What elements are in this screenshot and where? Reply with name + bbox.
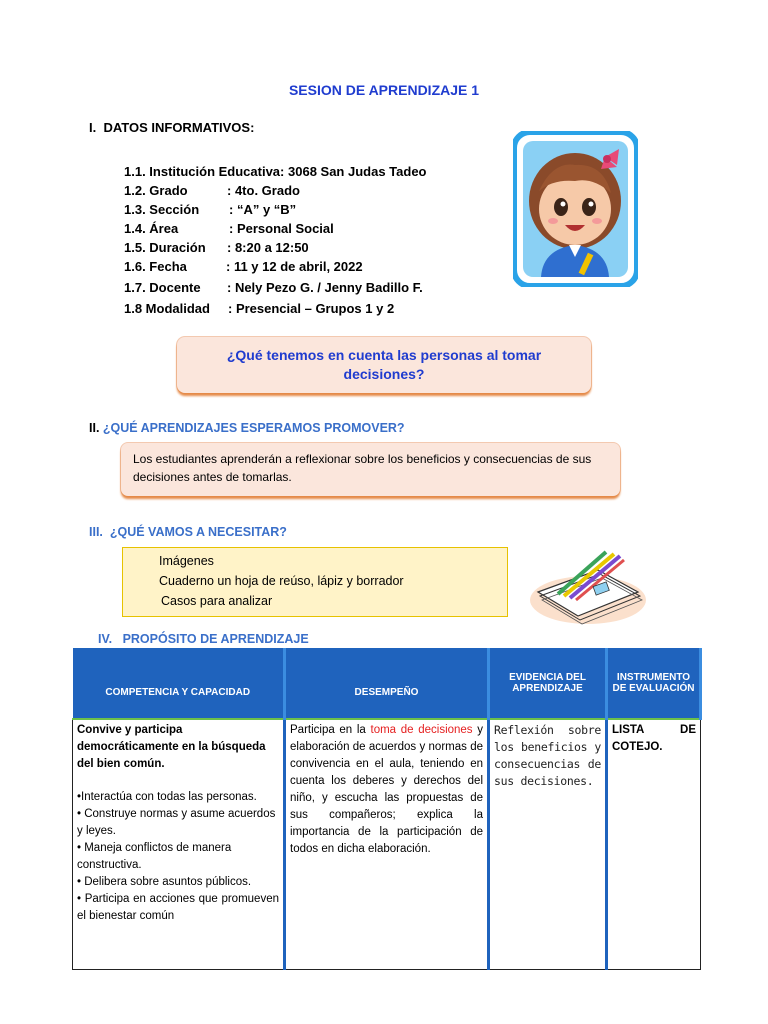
question-line-1: ¿Qué tenemos en cuenta las personas al tomar: [226, 347, 542, 363]
header-competencia: COMPETENCIA Y CAPACIDAD: [73, 648, 285, 719]
header-instrumento: INSTRUMENTO DE EVALUACIÓN: [607, 648, 701, 719]
dato-institucion: 1.1. Institución Educativa: 3068 San Judas Tadeo: [124, 164, 427, 179]
section-aprendizajes-heading: II. ¿QUÉ APRENDIZAJES ESPERAMOS PROMOVER?: [89, 421, 405, 435]
highlight-toma-decisiones: toma de decisiones: [370, 724, 473, 736]
header-evidencia: EVIDENCIA DEL APRENDIZAJE: [489, 648, 607, 719]
notebook-pencils-illustration: [528, 540, 648, 625]
materiales-box: [122, 547, 508, 617]
cell-evidencia: Reflexión sobre los beneficios y consecuencias de sus decisiones.: [489, 719, 607, 970]
proposito-table: [72, 648, 702, 970]
aprendizajes-text: Los estudiantes aprenderán a reflexionar sobre los beneficios y consecuencias de sus decisiones antes de tomarlas.: [133, 452, 592, 484]
question-line-2: decisiones?: [343, 366, 425, 382]
aprendizajes-box: [121, 443, 620, 496]
material-item: Cuaderno un hoja de reúso, lápiz y borrador: [159, 574, 404, 588]
page-title: SESION DE APRENDIZAJE 1: [288, 82, 480, 98]
capacidad-item: • Maneja conflictos de manera constructiva.: [77, 842, 232, 871]
section-necesitar-heading: III. ¿QUÉ VAMOS A NECESITAR?: [89, 525, 287, 539]
capacidad-item: • Construye normas y asume acuerdos y leyes.: [77, 808, 276, 837]
capacidad-item: • Delibera sobre asuntos públicos.: [77, 876, 252, 888]
material-item: Casos para analizar: [161, 594, 273, 608]
guiding-question-box: [177, 337, 591, 393]
section-proposito-heading: IV. PROPÓSITO DE APRENDIZAJE: [98, 632, 309, 646]
material-item: Imágenes: [159, 554, 214, 568]
girl-student-illustration: [513, 131, 638, 287]
cell-desempeno: Participa en la toma de decisiones y elaboración de acuerdos y normas de convivencia en el aula, teniendo en cuenta los deberes y derechos del niño, y escucha las propuestas de sus compañeros; explica la importancia de la participación de todos en dicha elaboración.: [285, 719, 489, 970]
cell-instrumento: LISTA DE COTEJO.: [607, 719, 701, 970]
table-header-row: [73, 648, 701, 719]
header-desempeno: DESEMPEÑO: [285, 648, 489, 719]
datos-informativos-list: 1.1. Institución Educativa: 3068 San Judas Tadeo 1.2. Grado : 4to. Grado 1.3. Sección : “A” y “B” 1.4. Área : Personal Social 1.5. Duración : 8:20 a 12:50 1.6. Fecha : 11 y 12 de abril, 2022 1.7. Docente : Nely Pezo G. / Jenny Badillo F. 1.8 Modalidad : Presencial – Grupos 1 y 2: [124, 164, 427, 316]
capacidad-item: • Participa en acciones que promueven el bienestar común: [77, 893, 279, 922]
section-datos-heading: I. DATOS INFORMATIVOS:: [89, 120, 255, 135]
capacidad-item: •Interactúa con todas las personas.: [77, 791, 257, 803]
table-row: [73, 719, 701, 970]
competencia-title: Convive y participa democráticamente en la búsqueda del bien común.: [77, 724, 266, 770]
cell-competencia: [73, 719, 285, 970]
